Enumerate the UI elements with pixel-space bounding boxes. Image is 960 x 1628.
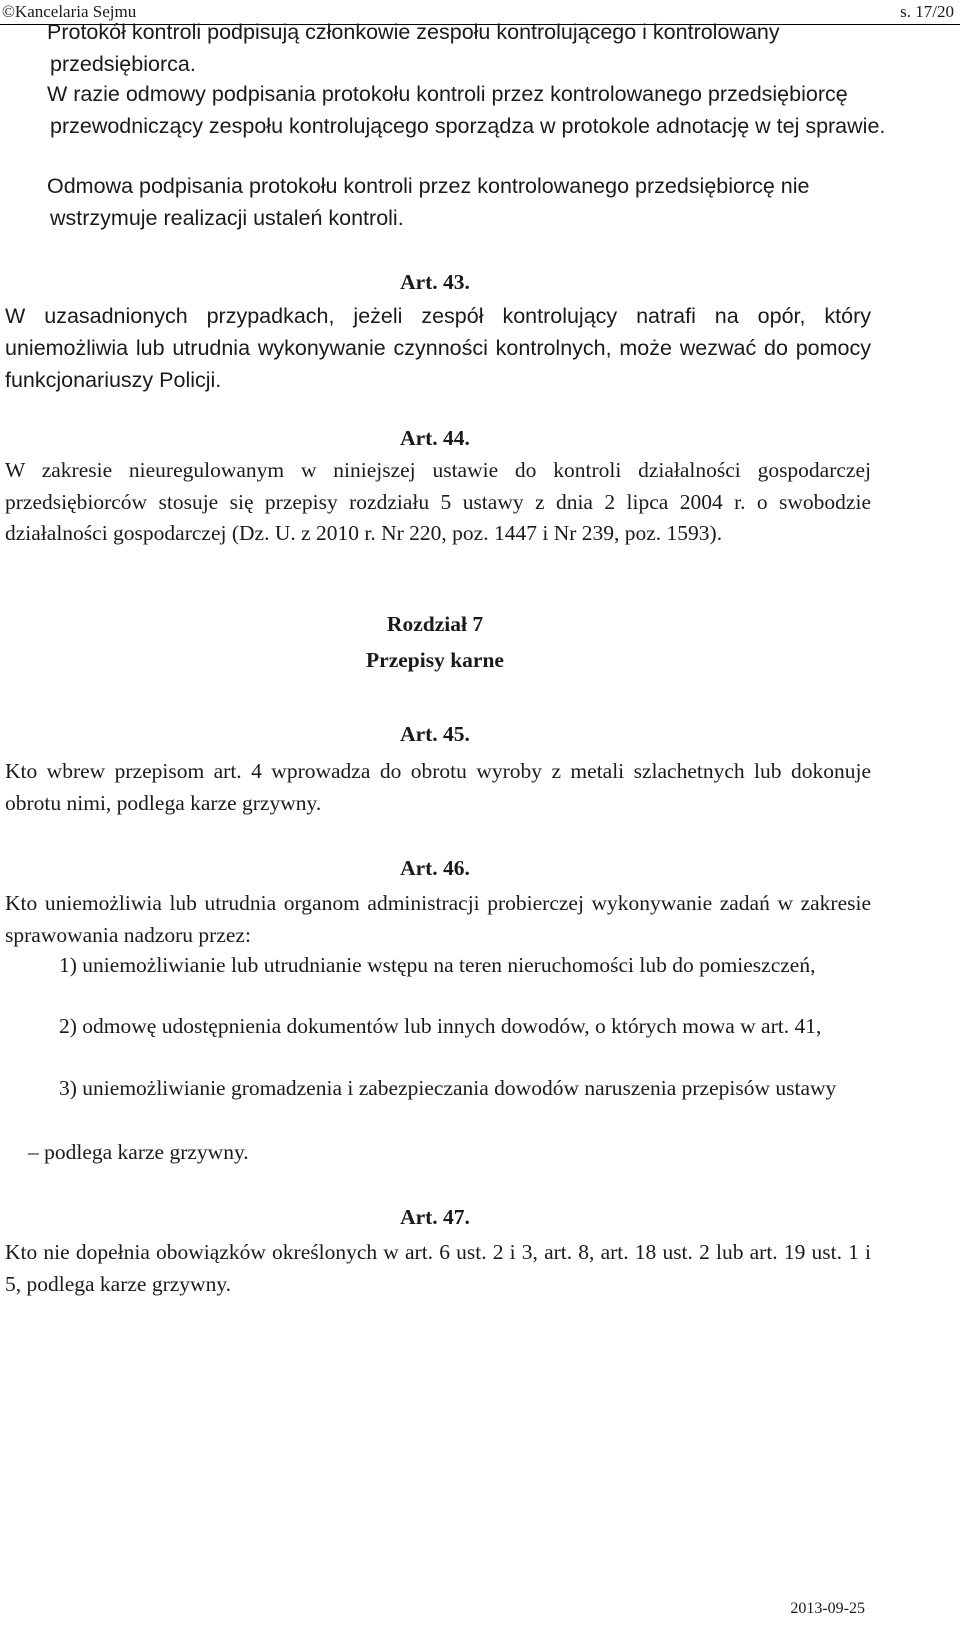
article-45-text: Kto wbrew przepisom art. 4 wprowadza do obrotu wyroby z metali szlachetnych lub dokonuje obrotu nimi, podlega karze grzywny. (5, 759, 871, 815)
paragraph-4: Protokół kontroli podpisują członkowie zespołu kontrolującego i kontrolowany przedsiębiorca. (47, 20, 780, 76)
article-45-title: Art. 45. (400, 722, 470, 746)
article-46-item-2: 2) odmowę udostępnienia dokumentów lub innych dowodów, o których mowa w art. 41, (59, 1014, 822, 1038)
article-46-item-1: 1) uniemożliwianie lub utrudnianie wstępu na teren nieruchomości lub do pomieszczeń, (59, 953, 816, 977)
article-43-text: W uzasadnionych przypadkach, jeżeli zespół kontrolujący natrafi na opór, który uniemożliwia lub utrudnia wykonywanie czynności kontrolnych, może wezwać do pomocy funkcjonariuszy Policji. (5, 304, 871, 392)
paragraph-5: W razie odmowy podpisania protokołu kontroli przez kontrolowanego przedsiębiorcę przewodniczący zespołu kontrolującego sporządza w protokole adnotację w tej sprawie. (47, 82, 886, 138)
footer-date: 2013-09-25 (790, 1600, 865, 1617)
article-47-title: Art. 47. (400, 1205, 470, 1229)
article-43-title: Art. 43. (400, 270, 470, 294)
article-44-text: W zakresie nieuregulowanym w niniejszej ustawie do kontroli działalności gospodarczej przedsiębiorców stosuje się przepisy rozdziału 5 ustawy z dnia 2 lipca 2004 r. o swobodzie działalności gospodarczej (Dz. U. z 2010 r. Nr 220, poz. 1447 i Nr 239, poz. 1593). (5, 458, 871, 545)
article-46-title: Art. 46. (400, 856, 470, 880)
article-47-text: Kto nie dopełnia obowiązków określonych w art. 6 ust. 2 i 3, art. 8, art. 18 ust. 2 lub art. 19 ust. 1 i 5, podlega karze grzywny. (5, 1240, 871, 1296)
chapter-title: Przepisy karne (366, 648, 504, 672)
header-copyright: ©Kancelaria Sejmu (2, 2, 137, 21)
chapter-number: Rozdział 7 (386, 612, 484, 636)
article-46-intro: Kto uniemożliwia lub utrudnia organom administracji probierczej wykonywanie zadań w zakresie sprawowania nadzoru przez: (5, 891, 871, 947)
article-46-item-3: 3) uniemożliwianie gromadzenia i zabezpieczania dowodów naruszenia przepisów ustawy (59, 1076, 837, 1100)
article-44-title: Art. 44. (400, 426, 470, 450)
header-page-number: s. 17/20 (900, 2, 954, 21)
paragraph-6: Odmowa podpisania protokołu kontroli przez kontrolowanego przedsiębiorcę nie wstrzymuje realizacji ustaleń kontroli. (47, 174, 810, 230)
article-46-outro: – podlega karze grzywny. (28, 1140, 249, 1164)
